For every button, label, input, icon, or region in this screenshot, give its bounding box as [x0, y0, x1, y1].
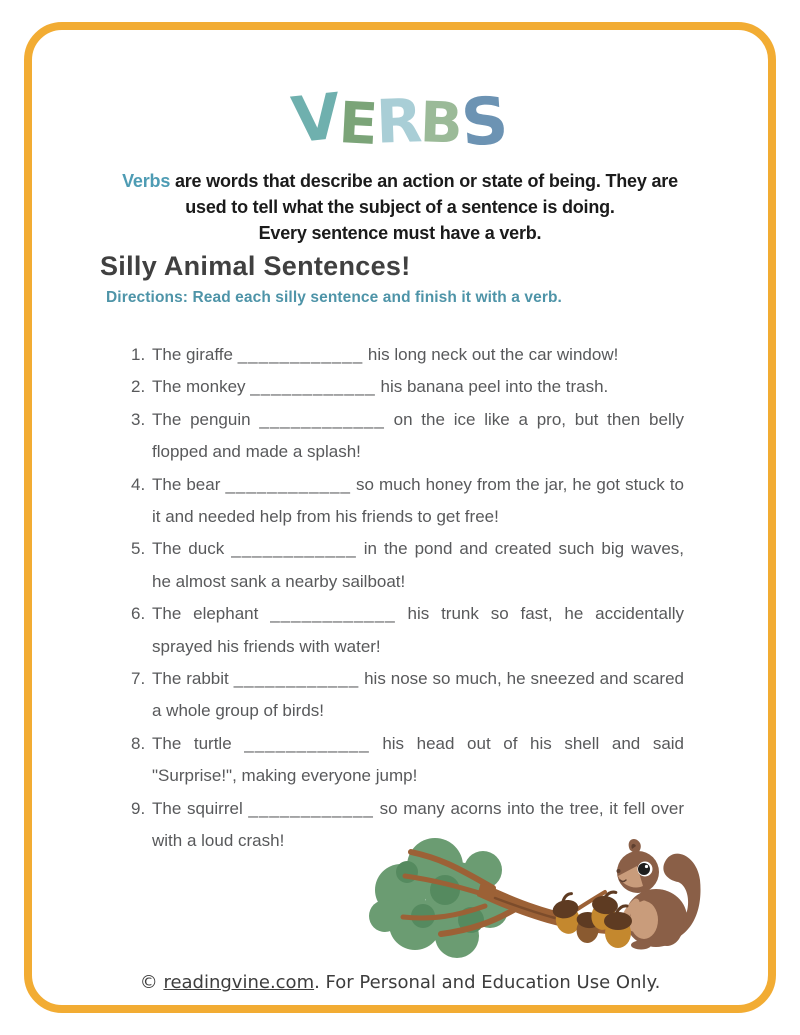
sentence-text — [152, 339, 684, 371]
sentence-after-blank: his head out of his shell and said "Surprise!", making everyone jump! — [152, 733, 684, 786]
sentence-before-blank: The elephant — [152, 604, 259, 624]
page-title — [0, 79, 800, 162]
intro-line-1-text: are words that describe an action or state of being. They are — [170, 171, 678, 191]
sentence-after-blank: in the pond and created such big waves, he almost sank a nearby sailboat! — [152, 539, 684, 591]
item-number: 6. — [131, 604, 146, 624]
intro-line-2: used to tell what the subject of a sentence is doing. — [185, 197, 615, 217]
sentence-before-blank: The rabbit — [152, 669, 229, 689]
title-letter: S — [458, 83, 511, 162]
sentence-text — [152, 533, 684, 598]
answer-blank: ____________ — [244, 733, 370, 753]
fallen-tree-squirrel-illustration — [345, 824, 703, 970]
sentence-text — [152, 598, 684, 663]
intro-highlight-word: Verbs — [122, 171, 171, 191]
sentence-before-blank: The giraffe — [152, 345, 233, 364]
sentence-after-blank: on the ice like a pro, but then belly flopped and made a splash! — [152, 409, 684, 462]
title-letter: B — [419, 90, 464, 157]
title-letter: R — [374, 86, 424, 158]
item-number: 2. — [131, 377, 146, 397]
footer-suffix: . For Personal and Education Use Only. — [314, 972, 661, 993]
sentence-before-blank: The duck — [152, 539, 225, 559]
answer-blank: ____________ — [250, 377, 376, 397]
sentence-item — [131, 404, 684, 469]
sentence-after-blank: his trunk so fast, he accidentally sprayed his friends with water! — [152, 604, 684, 656]
item-number: 8. — [131, 733, 146, 753]
sentence-before-blank: The penguin — [152, 409, 251, 429]
answer-blank: ____________ — [237, 345, 364, 364]
answer-blank: ____________ — [231, 539, 357, 559]
sentence-item — [131, 728, 684, 793]
sentence-item — [131, 663, 684, 728]
intro-line-1 — [40, 168, 760, 194]
intro-line-3: Every sentence must have a verb. — [258, 223, 542, 243]
sentence-item — [131, 469, 684, 534]
sentence-after-blank: his long neck out the car window! — [367, 345, 619, 364]
sentence-text — [152, 371, 684, 403]
sentence-text — [152, 728, 684, 793]
item-number: 1. — [131, 345, 146, 364]
sentence-after-blank: so many acorns into the tree, it fell over with a loud crash! — [152, 798, 684, 851]
footer-copyright-prefix: © — [139, 972, 164, 993]
item-number: 9. — [131, 798, 146, 818]
footer-site-link[interactable]: readingvine.com — [163, 972, 315, 993]
title-letter: E — [337, 90, 380, 158]
sentence-text — [152, 663, 684, 728]
answer-blank: ____________ — [233, 669, 360, 689]
sentence-after-blank: so much honey from the jar, he got stuck to it and needed help from his friends to get free! — [152, 474, 684, 527]
item-number: 3. — [131, 409, 146, 429]
item-number: 7. — [131, 669, 146, 689]
sentence-text — [152, 469, 684, 534]
title-letter: V — [288, 79, 345, 158]
section-heading: Silly Animal Sentences! — [100, 251, 411, 281]
sentence-before-blank: The monkey — [152, 377, 246, 397]
answer-blank: ____________ — [270, 604, 396, 624]
directions-text: Directions: Read each silly sentence and finish it with a verb. — [106, 289, 562, 306]
sentence-list — [131, 339, 684, 858]
sentence-item — [131, 533, 684, 598]
intro-paragraph — [40, 168, 760, 246]
sentence-item — [131, 598, 684, 663]
sentence-item — [131, 339, 684, 371]
footer — [0, 972, 800, 993]
answer-blank: ____________ — [225, 474, 351, 494]
sentence-after-blank: his nose so much, he sneezed and scared a whole group of birds! — [152, 669, 684, 721]
item-number: 4. — [131, 474, 146, 494]
sentence-before-blank: The squirrel — [152, 798, 243, 818]
sentence-text — [152, 404, 684, 469]
sentence-before-blank: The bear — [152, 474, 221, 494]
item-number: 5. — [131, 539, 146, 559]
sentence-before-blank: The turtle — [152, 733, 232, 753]
answer-blank: ____________ — [248, 798, 374, 818]
answer-blank: ____________ — [259, 409, 385, 429]
sentence-after-blank: his banana peel into the trash. — [380, 377, 609, 397]
squirrel-icon — [604, 839, 701, 949]
sentence-item — [131, 371, 684, 403]
